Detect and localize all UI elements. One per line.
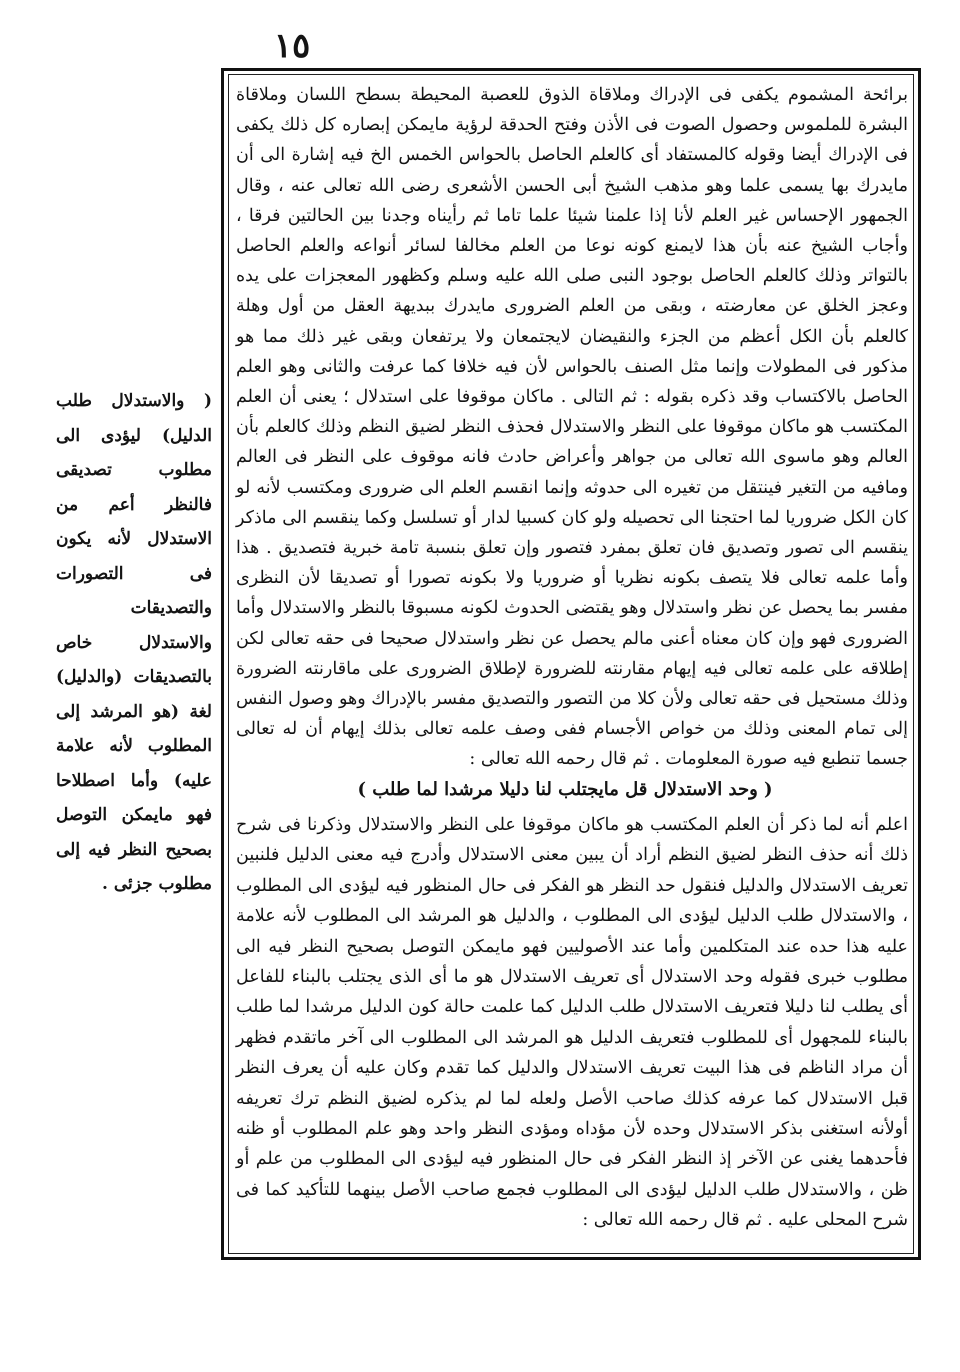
page-number: ١٥ bbox=[273, 26, 311, 66]
main-commentary-text-2 bbox=[236, 810, 908, 1236]
commentary-paragraph-1: برائحة المشموم يكفى فى الإدراك وملاقاة الذوق للعصبة المحيطة بسطح اللسان وملاقاة البشرة للملموس وحصول الصوت فى الأذن وفتح الحدقة لرؤية مايمكن إبصاره كل ذلك يكفى فى الإدراك أيضا وقوله كالمستفاد أى كالعلم الحاصل بالحواس الخمس الخ فيه إشارة الى أن مايدرك بها يسمى علما وهو مذهب الشيخ أبى الحسن الأشعرى رضى الله تعالى عنه ، وقال الجمهور الإحساس غير العلم لأنا إذا علمنا شيئا علما تاما ثم رأيناه وجدنا بين الحالتين فرقا ، وأجاب الشيخ عنه بأن هذا لايمنع كونه نوعا من العلم مخالفا لسائر أنواعه والعلم الحاصل بالتواتر وذلك كالعلم الحاصل بوجود النبى صلى الله عليه وسلم وكظهور المعجزات على يده وعجز الخلق عن معارضته ، وبقى من العلم الضرورى مايدرك ببديهة العقل من أول وهلة كالعلم بأن الكل أعظم من الجزء والنقيضان لايجتمعان ولا يرتفعان وبقى غير ذلك مما هو مذكور فى المطولات وإنما مثل الصنف بالحواس لأن فيه خلافا كما عرفت والثانى وهو العلم الحاصل بالاكتساب وقد ذكره بقوله : ثم التالى . ماكان موقوفا على استدلال ؛ يعنى أن العلم المكتسب هو ماكان موقوفا على النظر والاستدلال فحذف النظر لضيق النظم وذلك كالعلم بأن العالم وهو ماسوى الله تعالى من جواهر وأعراض حادث فانه موقوف على النظر فى العالم ومافيه من التغير فينتقل من تغيره الى حدوثه وإنما انقسم العلم الى ضرورى ومكتسب لأنه لو كان الكل ضروريا لما احتجنا الى تحصيله ولو كان كسبيا لدار أو تسلسل وكما ينقسم الى ماذكر ينقسم الى تصور وتصديق فان تعلق بمفرد فتصور وإن تعلق بنسبة تامة خبرية فتصديق . هذا وأما علمه تعالى فلا يتصف بكونه نظريا أو ضروريا ولا بكونه تصورا أو تصديقا لأن النظرى مفسر بما يحصل عن نظر واستدلال وهو يقتضى الحدوث لكونه مسبوقا بالنظر والاستدلال وأما الضرورى فهو وإن كان معناه أعنى مالم يحصل عن نظر واستدلال صحيحا فى حقه تعالى لكن إطلاقه على علمه تعالى فيه إيهام مقارنته للضرورة لإطلاق الضرورى على ماقارنته الضرورة وذلك مستحيل فى حقه تعالى ولأن كلا من التصور والتصديق مفسر بالإدراك وهو وصول النفس إلى تمام المعنى وذلك من خواص الأجسام ففى وصف علمه تعالى بذلك إيهام أن له تعالى جسما تنطبع فيه صورة المعلومات . ثم قال رحمه الله تعالى : bbox=[236, 85, 908, 770]
main-commentary-text bbox=[236, 80, 908, 775]
commentary-paragraph-2: اعلم أنه لما ذكر أن العلم المكتسب هو ماكان موقوفا على النظر والاستدلال وذكرنا فى شرح ذلك أنه حذف النظر لضيق النظم أراد أن يبين معنى الاستدلال وأدرج فيه معنى الدليل فلنبين تعريف الاستدلال والدليل فنقول حد النظر هو الفكر فى حال المنظور فيه ليؤدى الى المطلوب ، والاستدلال طلب الدليل ليؤدى الى المطلوب ، والدليل هو المرشد الى المطلوب لأنه علامة عليه هذا حده عند المتكلمين وأما عند الأصوليين فهو مايمكن التوصل بصحيح النظر فيه الى مطلوب خبرى فقوله وحد الاستدلال أى تعريف الاستدلال هو ما أى الذى يجتلب بالبناء للفاعل أى يطلب لنا دليلا فتعريف الاستدلال طلب الدليل كما علمت حالة كون الدليل مرشدا لما طلب بالبناء للمجهول أى للمطلوب فتعريف الدليل هو المرشد الى المطلوب الى آخر ماتقدم فظهر أن مراد الناظم فى هذا البيت تعريف الاستدلال والدليل كما تقدم وكان عليه أن يعرف النظر قبل الاستدلال كما عرفه كذلك صاحب الأصل ولعله لما لم يذكره لضيق النظم ترك تعريفه أولأنه استغنى بذكر الاستدلال وحده لأن مؤداه ومؤدى النظر واحد وهو علم المطلوب أو ظنه فأحدهما يغنى عن الآخر إذ النظر الفكر فى حال المنظور فيه ليؤدى الى المطلوب من علم أو ظن ، والاستدلال طلب الدليل ليؤدى الى المطلوب فجمع صاحب الأصل بينهما للتأكيد كما فى شرح المحلى عليه . ثم قال رحمه الله تعالى : bbox=[236, 815, 908, 1231]
verse-line: ( وحد الاستدلال قل مايجتلب لنا دليلا مرشدا لما طلب ) bbox=[357, 779, 773, 800]
margin-note: ( والاستدلال طلب الدليل) ليؤدى الى مطلوب تصديقى فالنظر أعم من الاستدلال لأنه يكون فى التصورات والتصديقات والاستدلال خاص بالتصديقات (والدليل) لغة (هو المرشد إلى المطلوب لأنه علامة عليه) وأما اصطلاحا فهو مايمكن التوصل بصحيح النظر فيه إلى مطلوب جزئى . bbox=[56, 391, 212, 894]
